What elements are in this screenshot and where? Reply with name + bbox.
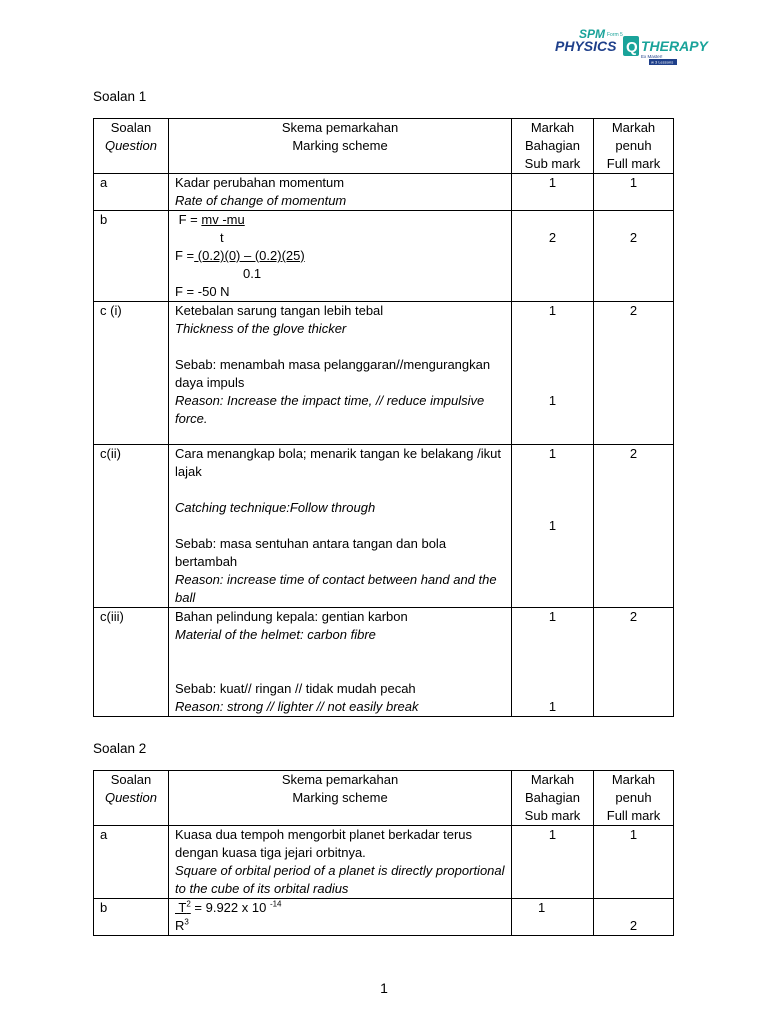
header-full-mark: Markah penuh Full mark: [594, 119, 674, 174]
soalan-2-heading: Soalan 2: [93, 741, 147, 756]
sub-mark: 1 1: [512, 608, 594, 717]
physics-therapy-logo: [555, 26, 720, 66]
logo-spm: SPM: [579, 27, 606, 41]
full-mark: 2: [594, 445, 674, 608]
header-question: Soalan Question: [94, 771, 169, 826]
sub-mark: 2: [512, 211, 594, 302]
logo-form: Form 5: [607, 32, 623, 38]
table-row: [94, 445, 674, 608]
header-marking-scheme: Skema pemarkahan Marking scheme: [169, 771, 512, 826]
question-label: a: [94, 174, 169, 211]
header-sub-mark: Markah Bahagian Sub mark: [512, 771, 594, 826]
table-row: [94, 211, 674, 302]
marking-table-soalan-2: [93, 770, 674, 936]
header-sub-mark: Markah Bahagian Sub mark: [512, 119, 594, 174]
question-label: a: [94, 826, 169, 899]
scheme-cell: Kadar perubahan momentum Rate of change of momentum: [169, 174, 512, 211]
sub-mark: 1: [512, 174, 594, 211]
full-mark: 2: [594, 899, 674, 936]
page-number: 1: [380, 980, 388, 996]
full-mark: 2: [594, 211, 674, 302]
logo-tag2: w 3 Lessons: [651, 59, 674, 65]
table-header-row: [94, 119, 674, 174]
header-question: Soalan Question: [94, 119, 169, 174]
sub-mark: 1 1: [512, 445, 594, 608]
question-label: c(iii): [94, 608, 169, 717]
table-row: [94, 826, 674, 899]
scheme-cell: Bahan pelindung kepala: gentian karbon Material of the helmet: carbon fibre Sebab: kuat// ringan // tidak mudah pecah Reason: strong // lighter // not easily break: [169, 608, 512, 717]
question-label: c (i): [94, 302, 169, 445]
question-label: b: [94, 211, 169, 302]
question-label: b: [94, 899, 169, 936]
logo-therapy: THERAPY: [641, 38, 708, 54]
soalan-1-heading: Soalan 1: [93, 89, 147, 104]
logo-q: Q: [626, 39, 638, 56]
table-row: [94, 302, 674, 445]
header-full-mark: Markah penuh Full mark: [594, 771, 674, 826]
sub-mark: 1 1: [512, 302, 594, 445]
full-mark: 1: [594, 826, 674, 899]
marking-table-soalan-1: [93, 118, 674, 717]
table-row: [94, 174, 674, 211]
full-mark: 2: [594, 302, 674, 445]
logo-tag1: Ex Master!: [641, 54, 663, 59]
question-label: c(ii): [94, 445, 169, 608]
full-mark: 1: [594, 174, 674, 211]
table-row: [94, 899, 674, 936]
sub-mark: 1: [512, 899, 594, 936]
header-marking-scheme: Skema pemarkahan Marking scheme: [169, 119, 512, 174]
table-row: [94, 608, 674, 717]
table-header-row: [94, 771, 674, 826]
scheme-cell: F = mv -mu t F = (0.2)(0) – (0.2)(25) 0.1 F = -50 N: [169, 211, 512, 302]
scheme-cell: Ketebalan sarung tangan lebih tebal Thickness of the glove thicker Sebab: menambah masa pelanggaran//mengurangkan daya impuls Reason: Increase the impact time, // reduce impulsive force.: [169, 302, 512, 445]
scheme-cell: $T^2 = 9.922$ x 10 $^{-14}$ $R^3$: [169, 899, 512, 936]
sub-mark: 1: [512, 826, 594, 899]
scheme-cell: Cara menangkap bola; menarik tangan ke belakang /ikut lajak Catching technique:Follow through Sebab: masa sentuhan antara tangan dan bola bertambah Reason: increase time of contact between hand and the ball: [169, 445, 512, 608]
logo-physics: PHYSICS: [555, 38, 617, 54]
full-mark: 2: [594, 608, 674, 717]
scheme-cell: Kuasa dua tempoh mengorbit planet berkadar terus dengan kuasa tiga jejari orbitnya. Square of orbital period of a planet is directly proportional to the cube of its orbital radius: [169, 826, 512, 899]
